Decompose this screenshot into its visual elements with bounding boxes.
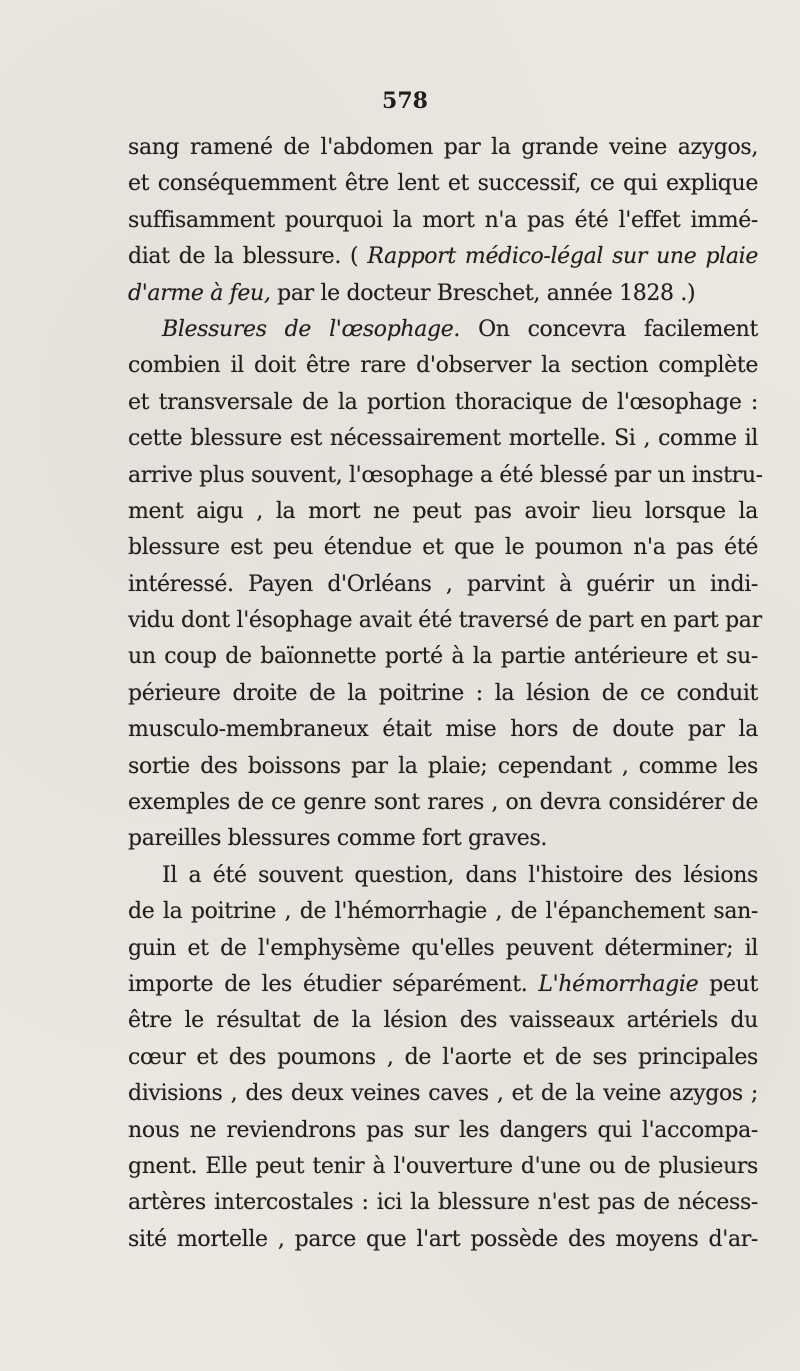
italic-text: L'hémorrhagie xyxy=(538,971,699,997)
text-line xyxy=(128,1185,758,1221)
text-line xyxy=(128,1113,758,1149)
text-line xyxy=(128,785,758,821)
line-text: blessure est peu étendue et que le poumon n'a pas été xyxy=(128,535,758,561)
line-text: peut xyxy=(698,971,758,997)
italic-text: d'arme à feu, xyxy=(128,280,271,306)
text-line xyxy=(128,530,758,566)
line-text: sité mortelle , parce que l'art possède des moyens d'ar- xyxy=(128,1226,758,1252)
text-line xyxy=(128,239,758,275)
text-line xyxy=(128,130,758,166)
text-line xyxy=(128,166,758,202)
line-text: nous ne reviendrons pas sur les dangers qui l'accompa- xyxy=(128,1117,758,1143)
text-line xyxy=(128,494,758,530)
line-text: sortie des boissons par la plaie; cependant , comme les xyxy=(128,753,758,779)
text-line xyxy=(128,712,758,748)
line-text: musculo-membraneux était mise hors de doute par la xyxy=(128,717,758,743)
line-text: vidu dont l'ésophage avait été traversé de part en part par xyxy=(128,608,762,634)
page-number: 578 xyxy=(382,88,428,114)
line-text: exemples de ce genre sont rares , on devra considérer de xyxy=(128,790,758,816)
text-line xyxy=(128,203,758,239)
line-text: par le docteur Breschet, année 1828 .) xyxy=(270,280,696,306)
text-line xyxy=(128,348,758,384)
italic-text: Rapport médico-légal sur une plaie xyxy=(367,244,758,270)
line-text: combien il doit être rare d'observer la section complète xyxy=(128,353,758,379)
text-line xyxy=(128,1076,758,1112)
line-text: gnent. Elle peut tenir à l'ouverture d'une ou de plusieurs xyxy=(128,1153,758,1179)
text-line xyxy=(128,749,758,785)
line-text: ment aigu , la mort ne peut pas avoir lieu lorsque la xyxy=(128,498,758,524)
text-line xyxy=(128,894,758,930)
text-line xyxy=(128,567,758,603)
text-line xyxy=(128,858,758,894)
italic-text: Blessures de l'œsophage. xyxy=(162,316,461,342)
line-text: On concevra facilement xyxy=(460,316,758,342)
line-text: cœur et des poumons , de l'aorte et de ses principales xyxy=(128,1044,758,1070)
line-text: importe de les étudier séparément. xyxy=(128,971,539,997)
line-text: et conséquemment être lent et successif, ce qui explique xyxy=(128,171,758,197)
body-text xyxy=(128,130,763,1258)
line-text: pareilles blessures comme fort graves. xyxy=(128,826,548,852)
text-line xyxy=(128,1222,758,1258)
line-text: un coup de baïonnette porté à la partie antérieure et su- xyxy=(128,644,758,670)
text-line xyxy=(128,385,758,421)
line-text: guin et de l'emphysème qu'elles peuvent déterminer; il xyxy=(128,935,758,961)
line-text: Il a été souvent question, dans l'histoire des lésions xyxy=(162,862,758,888)
text-line xyxy=(128,1040,758,1076)
line-text: intéressé. Payen d'Orléans , parvint à guérir un indi- xyxy=(128,571,758,597)
line-text: suffisamment pourquoi la mort n'a pas été l'effet immé- xyxy=(128,207,758,233)
line-text: de la poitrine , de l'hémorrhagie , de l'épanchement san- xyxy=(128,899,758,925)
line-text: diat de la blessure. ( xyxy=(128,244,368,270)
text-line xyxy=(128,676,758,712)
text-line xyxy=(128,821,758,857)
text-line xyxy=(128,312,758,348)
line-text: être le résultat de la lésion des vaisseaux artériels du xyxy=(128,1008,758,1034)
line-text: périeure droite de la poitrine : la lésion de ce conduit xyxy=(128,680,758,706)
text-line xyxy=(128,967,758,1003)
text-line xyxy=(128,421,758,457)
text-line xyxy=(128,1003,758,1039)
text-line xyxy=(128,1149,758,1185)
line-text: arrive plus souvent, l'œsophage a été blessé par un instru- xyxy=(128,462,763,488)
text-line xyxy=(128,639,758,675)
text-line xyxy=(128,276,758,312)
text-line xyxy=(128,603,762,639)
text-line xyxy=(128,931,758,967)
line-text: divisions , des deux veines caves , et de la veine azygos ; xyxy=(128,1081,758,1107)
line-text: artères intercostales : ici la blessure n'est pas de nécess- xyxy=(128,1190,758,1216)
text-line xyxy=(128,458,763,494)
line-text: sang ramené de l'abdomen par la grande veine azygos, xyxy=(128,135,758,160)
line-text: et transversale de la portion thoracique de l'œsophage : xyxy=(128,389,758,415)
line-text: cette blessure est nécessairement mortelle. Si , comme il xyxy=(128,426,758,452)
